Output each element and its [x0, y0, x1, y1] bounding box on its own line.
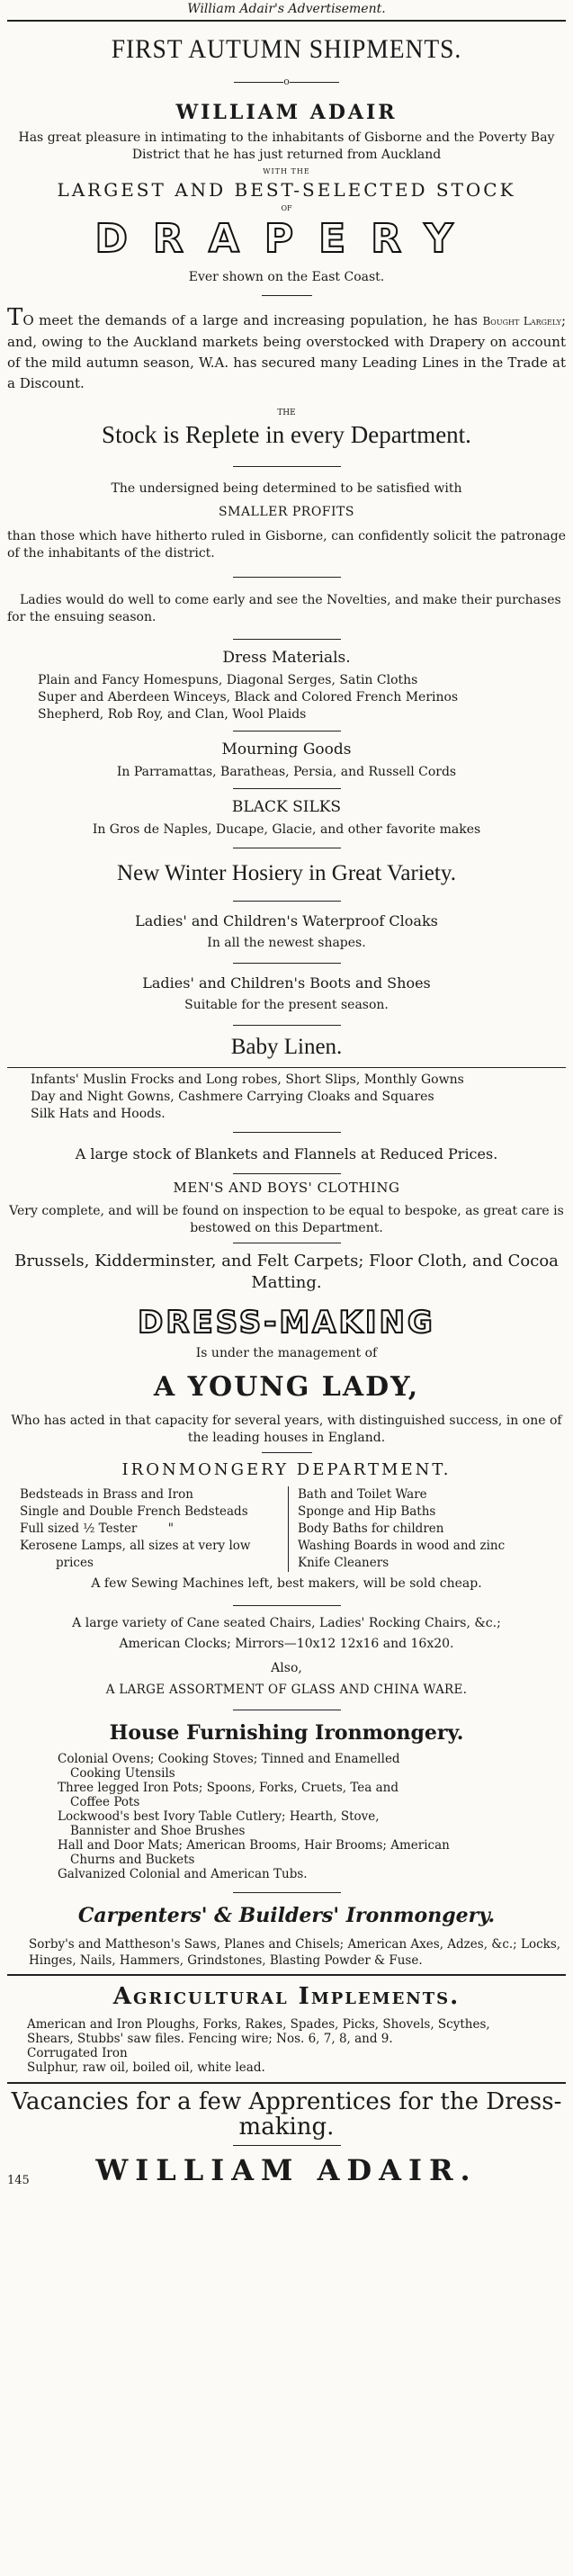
- dressmaking-under: Is under the management of: [195, 1346, 378, 1360]
- chairs-text: A large variety of Cane seated Chairs, Ladies' Rocking Chairs, &c.;: [72, 1616, 501, 1630]
- mourning-text: In Parramattas, Baratheas, Persia, and Russell Cords: [116, 765, 457, 779]
- the-label: THE: [277, 408, 296, 417]
- list-item: Shepherd, Rob Roy, and Clan, Wool Plaids: [38, 707, 307, 722]
- list-item: Body Baths for children: [298, 1521, 444, 1536]
- list-item: Plain and Fancy Homespuns, Diagonal Serges, Satin Cloths: [38, 673, 418, 687]
- ever-shown: Ever shown on the East Coast.: [188, 270, 385, 284]
- than-those: than those which have hitherto ruled in Gisborne, can confidently solicit the patronage of the inhabitants of the district.: [7, 529, 566, 561]
- rule: [233, 2145, 341, 2146]
- also-text: Also,: [271, 1661, 302, 1675]
- rule: [233, 1892, 341, 1893]
- blankets-text: A large stock of Blankets and Flannels at Reduced Prices.: [75, 1145, 498, 1162]
- stock-headline: Stock is Replete in every Department.: [102, 421, 471, 448]
- list-item: Day and Night Gowns, Cashmere Carrying Cloaks and Squares: [31, 1090, 434, 1104]
- rule: [262, 295, 312, 296]
- paragraph-start: O meet the demands of a large and increasing population, he has: [22, 312, 483, 328]
- agri-title: Agricultural Implements.: [112, 1983, 461, 2010]
- carpenters-text: Sorby's and Mattheson's Saws, Planes and Chisels; American Axes, Adzes, &c.; Locks, Hinges, Nails, Hammers, Grindstones, Blasting Powder & Fuse.: [29, 1937, 561, 1968]
- list-item: Cooking Utensils: [70, 1766, 175, 1781]
- mens-title: MEN'S AND BOYS' CLOTHING: [173, 1180, 400, 1196]
- running-title: William Adair's Advertisement.: [187, 2, 386, 16]
- rule: [7, 2082, 566, 2084]
- list-item: Washing Boards in wood and zinc: [298, 1539, 506, 1553]
- list-item: Full sized ½ Tester ": [20, 1521, 174, 1536]
- list-item: Knife Cleaners: [298, 1556, 389, 1570]
- list-item: Single and Double French Bedsteads: [20, 1504, 248, 1519]
- rule: [262, 1452, 312, 1453]
- dress-materials-list: [7, 672, 566, 723]
- young-lady: A YOUNG LADY,: [153, 1371, 420, 1403]
- smaller-profits: SMALLER PROFITS: [219, 505, 354, 519]
- ironmongery-title: IRONMONGERY DEPARTMENT.: [121, 1460, 452, 1479]
- rule: [233, 466, 341, 467]
- list-item: Lockwood's best Ivory Table Cutlery; Hearth, Stove,: [58, 1809, 380, 1824]
- rule: [233, 731, 341, 732]
- rule: [233, 577, 341, 578]
- ladies-text: Ladies would do well to come early and see the Novelties, and make their purchases for the ensuing season.: [7, 593, 561, 624]
- rule: [233, 639, 341, 640]
- list-item: Sulphur, raw oil, boiled oil, white lead.: [27, 2060, 265, 2075]
- bought-largely: Bought Largely: [482, 315, 561, 328]
- rule: [233, 788, 341, 789]
- footer-name: WILLIAM ADAIR.: [95, 2153, 478, 2187]
- footer: [7, 2153, 566, 2189]
- list-item: Infants' Muslin Frocks and Long robes, Short Slips, Monthly Gowns: [31, 1073, 464, 1087]
- black-silks-text: In Gros de Naples, Ducape, Glacie, and other favorite makes: [92, 822, 481, 837]
- ironmongery-right: [289, 1486, 566, 1572]
- agri-list: [7, 2017, 566, 2075]
- list-item: Bannister and Shoe Brushes: [70, 1824, 246, 1838]
- baby-list: [7, 1067, 566, 1123]
- dressmaking-title: DRESS-MAKING: [138, 1305, 435, 1341]
- list-item: Corrugated Iron: [27, 2046, 128, 2060]
- paragraph-end: ; and, owing to the Auckland markets being overstocked with Drapery on account of the mild autumn season, W.A. has secured many Leading Lines in the Trade at a Discount.: [7, 312, 566, 391]
- list-item: Shears, Stubbs' saw files. Fencing wire; Nos. 6, 7, 8, and 9.: [27, 2032, 393, 2046]
- clocks-text: American Clocks; Mirrors—10x12 12x16 and 16x20.: [119, 1637, 454, 1651]
- list-item: Super and Aberdeen Winceys, Black and Colored French Merinos: [38, 690, 459, 705]
- glass-text: A LARGE ASSORTMENT OF GLASS AND CHINA WARE.: [105, 1683, 468, 1697]
- cloaks-text: In all the newest shapes.: [207, 936, 366, 950]
- intro-name: WILLIAM ADAIR: [175, 101, 398, 124]
- rule: [233, 963, 341, 964]
- ironmongery-left: [7, 1486, 289, 1572]
- rule: [233, 1025, 341, 1026]
- mourning-title: Mourning Goods: [221, 740, 352, 758]
- header-rule: [7, 20, 566, 22]
- of-label: OF: [281, 204, 292, 212]
- ironmongery-columns: [7, 1486, 566, 1572]
- cloaks-title: Ladies' and Children's Waterproof Cloaks: [135, 912, 438, 929]
- list-item: Churns and Buckets: [70, 1853, 195, 1867]
- intro-text: Has great pleasure in intimating to the inhabitants of Gisborne and the Poverty Bay District that he has just returned from Auckland: [18, 130, 555, 162]
- with-the: WITH THE: [263, 167, 310, 175]
- rule: [233, 1132, 341, 1133]
- list-item: Bath and Toilet Ware: [298, 1487, 427, 1502]
- list-item: Silk Hats and Hoods.: [31, 1107, 166, 1121]
- sewing-text: A few Sewing Machines left, best makers, will be sold cheap.: [91, 1576, 482, 1591]
- drapery-title: DRAPERY: [94, 216, 479, 262]
- stock-line: LARGEST AND BEST-SELECTED STOCK: [57, 179, 516, 201]
- list-item: Kerosene Lamps, all sizes at very low: [20, 1539, 251, 1553]
- dress-materials-title: Dress Materials.: [222, 649, 351, 667]
- rule: [7, 1974, 566, 1976]
- boots-text: Suitable for the present season.: [184, 998, 389, 1012]
- undersigned: The undersigned being determined to be satisfied with: [111, 481, 462, 496]
- ornament-rule: o: [7, 76, 566, 88]
- list-item: Sponge and Hip Baths: [298, 1504, 436, 1519]
- house-title: House Furnishing Ironmongery.: [109, 1721, 464, 1745]
- vacancies-text: Vacancies for a few Apprentices for the Dress-making.: [11, 2088, 562, 2141]
- house-list: [7, 1752, 566, 1881]
- list-item: prices: [56, 1556, 94, 1570]
- page-number: 145: [7, 2174, 30, 2187]
- intro-paragraph: [7, 304, 566, 394]
- baby-title: Baby Linen.: [230, 1035, 343, 1059]
- list-item: Three legged Iron Pots; Spoons, Forks, Cruets, Tea and: [58, 1781, 399, 1795]
- list-item: Bedsteads in Brass and Iron: [20, 1487, 193, 1502]
- dressmaking-text: Who has acted in that capacity for several years, with distinguished success, in one of the leading houses in England.: [11, 1414, 562, 1445]
- mens-text: Very complete, and will be found on inspection to be equal to bespoke, as great care is bestowed on this Department.: [9, 1204, 564, 1235]
- list-item: Hall and Door Mats; American Brooms, Hair Brooms; American: [58, 1838, 450, 1853]
- hosiery-headline: New Winter Hosiery in Great Variety.: [117, 861, 456, 885]
- main-title: FIRST AUTUMN SHIPMENTS.: [111, 34, 462, 64]
- list-item: Galvanized Colonial and American Tubs.: [58, 1867, 308, 1881]
- carpets-text: Brussels, Kidderminster, and Felt Carpets; Floor Cloth, and Cocoa Matting.: [14, 1252, 559, 1292]
- black-silks-title: BLACK SILKS: [231, 798, 342, 816]
- list-item: American and Iron Ploughs, Forks, Rakes, Spades, Picks, Shovels, Scythes,: [27, 2017, 490, 2032]
- carpenters-title: Carpenters' & Builders' Ironmongery.: [77, 1904, 496, 1927]
- rule: [233, 1173, 341, 1174]
- list-item: Coffee Pots: [70, 1795, 140, 1809]
- dropcap: T: [7, 304, 23, 331]
- rule: [233, 1605, 341, 1606]
- boots-title: Ladies' and Children's Boots and Shoes: [142, 974, 431, 992]
- rule: [233, 901, 341, 902]
- list-item: Colonial Ovens; Cooking Stoves; Tinned and Enamelled: [58, 1752, 400, 1766]
